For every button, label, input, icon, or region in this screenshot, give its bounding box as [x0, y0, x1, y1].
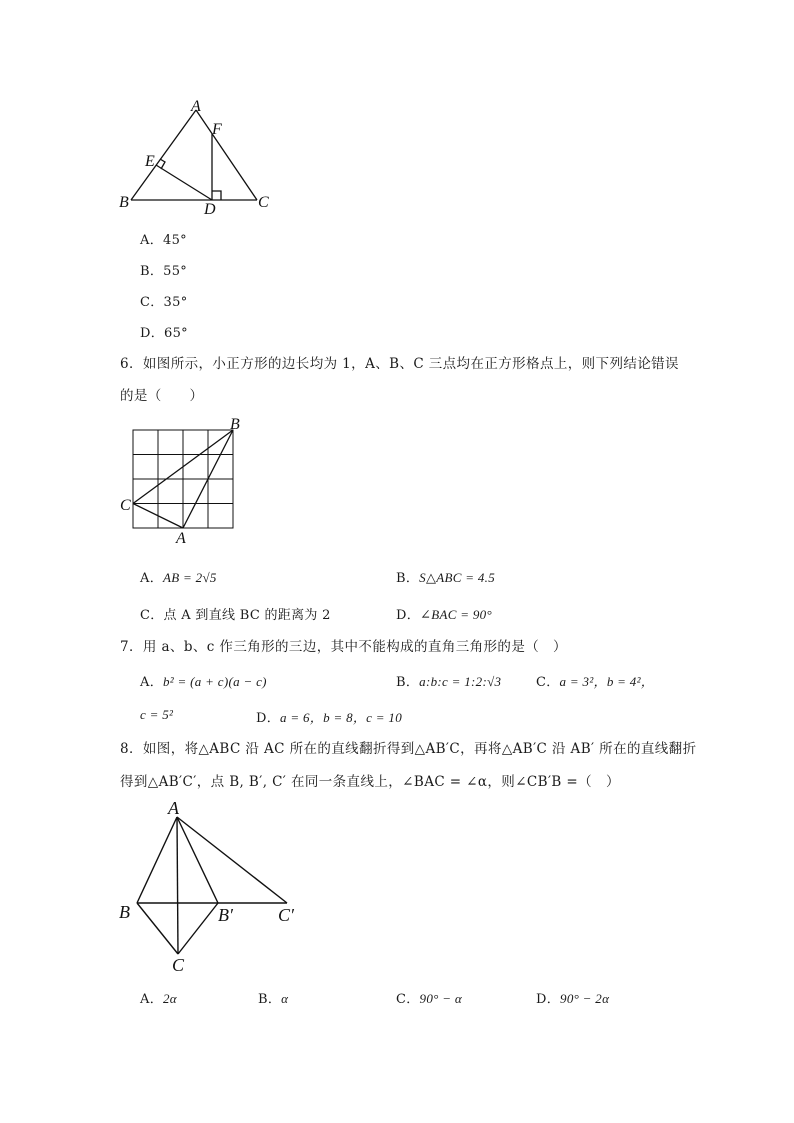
q7-stem: 7．用 a、b、c 作三角形的三边，其中不能构成的直角三角形的是（ ） — [120, 639, 567, 655]
q5-option-d[interactable]: D．65° — [140, 326, 188, 341]
label-e: E — [145, 153, 155, 170]
q7-option-c[interactable]: C．a = 3²，b = 4²， — [536, 674, 655, 690]
segment-ab — [137, 817, 177, 903]
q7-option-b[interactable]: B．a:b:c = 1:2:√3 — [396, 674, 502, 690]
q6-stem-line2: 的是（ ） — [120, 388, 204, 404]
q7-option-d[interactable]: D．a = 6，b = 8，c = 10 — [256, 710, 403, 726]
label-b: B — [230, 416, 240, 433]
label-c: C — [120, 497, 131, 514]
q7-option-a[interactable]: A．b² = (a + c)(a − c) — [140, 674, 267, 690]
q5-option-a[interactable]: A．45° — [140, 233, 187, 248]
label-b: B — [119, 194, 129, 211]
q8-stem-line1: 8．如图，将△ABC 沿 AC 所在的直线翻折得到△AB′C，再将△AB′C 沿 AB′ 所在的直线翻折 — [120, 741, 697, 757]
label-d: D — [204, 201, 216, 218]
label-a: A — [191, 98, 201, 115]
segment-ac1 — [177, 817, 287, 903]
label-a: A — [168, 798, 179, 818]
q8-option-d[interactable]: D．90° − 2α — [536, 991, 610, 1007]
q8-option-a[interactable]: A．2α — [140, 991, 177, 1007]
q6-option-d[interactable]: D．∠BAC = 90° — [396, 607, 492, 623]
q5-option-b[interactable]: B．55° — [140, 264, 188, 279]
q6-option-b[interactable]: B．S△ABC = 4.5 — [396, 570, 496, 586]
label-c-prime: C′ — [278, 905, 294, 925]
label-b-prime: B′ — [218, 905, 233, 925]
segment-b1c — [178, 903, 218, 954]
label-f: F — [212, 121, 222, 138]
label-b: B — [119, 902, 130, 922]
segment-ac — [177, 817, 178, 954]
segment-bc — [137, 903, 178, 954]
label-a: A — [176, 530, 186, 547]
label-c: C — [172, 955, 185, 975]
q6-option-a[interactable]: A．AB = 2√5 — [140, 570, 217, 586]
q8-option-b[interactable]: B．α — [258, 991, 289, 1007]
q8-stem-line2: 得到△AB′C′，点 B, B′, C′ 在同一条直线上，∠BAC = ∠α，则∠CB′B =（ ） — [120, 774, 620, 790]
segment-ab1 — [177, 817, 218, 903]
q8-option-c[interactable]: C．90° − α — [396, 991, 462, 1007]
q6-stem-line1: 6．如图所示，小正方形的边长均为 1，A、B、C 三点均在正方形格点上，则下列结论错误 — [120, 356, 679, 372]
label-c: C — [258, 194, 269, 211]
q6-option-c[interactable]: C．点 A 到直线 BC 的距离为 2 — [140, 608, 331, 623]
q7-option-c-cont: c = 5² — [140, 707, 174, 722]
q5-option-c[interactable]: C．35° — [140, 295, 188, 310]
